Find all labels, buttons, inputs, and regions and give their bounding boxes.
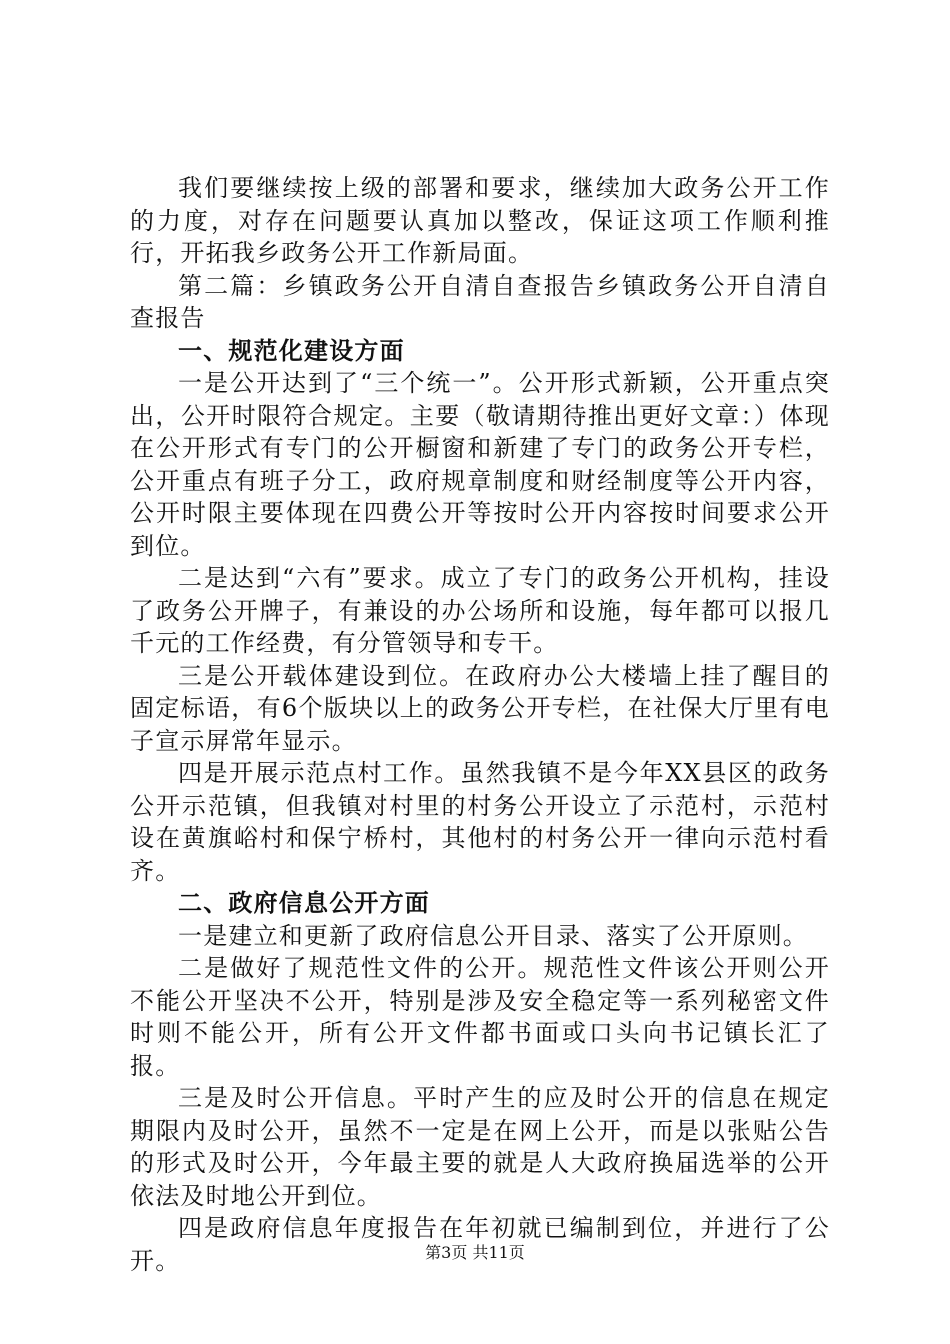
- paragraph: 三是及时公开信息。平时产生的应及时公开的信息在规定期限内及时公开，虽然不一定是在网上公开，而是以张贴公告的形式及时公开，今年最主要的就是人大政府换届选举的公开依法及时地公开到位。: [130, 1084, 830, 1210]
- document-body: [130, 172, 830, 1277]
- paragraph: 三是公开载体建设到位。在政府办公大楼墙上挂了醒目的固定标语，有6个版块以上的政务公开专栏，在社保大厅里有电子宣示屏常年显示。: [130, 661, 830, 755]
- paragraph: 一是建立和更新了政府信息公开目录、落实了公开原则。: [178, 921, 808, 950]
- paragraph: 四是开展示范点村工作。虽然我镇不是今年XX县区的政务公开示范镇，但我镇对村里的村务公开设立了示范村，示范村设在黄旗峪村和保宁桥村，其他村的村务公开一律向示范村看齐。: [130, 759, 830, 885]
- section-heading: 二、政府信息公开方面: [178, 889, 430, 917]
- page-number-label: 第3页 共11页: [425, 1243, 525, 1262]
- section-heading: 一、规范化建设方面: [178, 336, 405, 365]
- paragraph: 我们要继续按上级的部署和要求，继续加大政务公开工作的力度，对存在问题要认真加以整改，保证这项工作顺利推行，开拓我乡政务公开工作新局面。: [130, 174, 830, 267]
- paragraph: 一是公开达到了“三个统一”。公开形式新颖，公开重点突出，公开时限符合规定。主要（敬请期待推出更好文章：）体现在公开形式有专门的公开橱窗和新建了专门的政务公开专栏，公开重点有班子分工，政府规章制度和财经制度等公开内容，公开时限主要体现在四费公开等按时公开内容按时间要求公开到位。: [130, 369, 830, 560]
- paragraph: 二是达到“六有”要求。成立了专门的政务公开机构，挂设了政务公开牌子，有兼设的办公场所和设施，每年都可以报几千元的工作经费，有分管领导和专干。: [130, 564, 830, 657]
- paragraph: 四是政府信息年度报告在年初就已编制到位，并进行了公开。: [130, 1214, 830, 1275]
- paragraph-chapter-title: 第二篇：乡镇政务公开自清自查报告乡镇政务公开自清自查报告: [130, 271, 830, 332]
- paragraph: 二是做好了规范性文件的公开。规范性文件该公开则公开不能公开坚决不公开，特别是涉及安全稳定等一系列秘密文件时则不能公开，所有公开文件都书面或口头向书记镇长汇了报。: [130, 954, 830, 1080]
- page-footer: [0, 1242, 950, 1264]
